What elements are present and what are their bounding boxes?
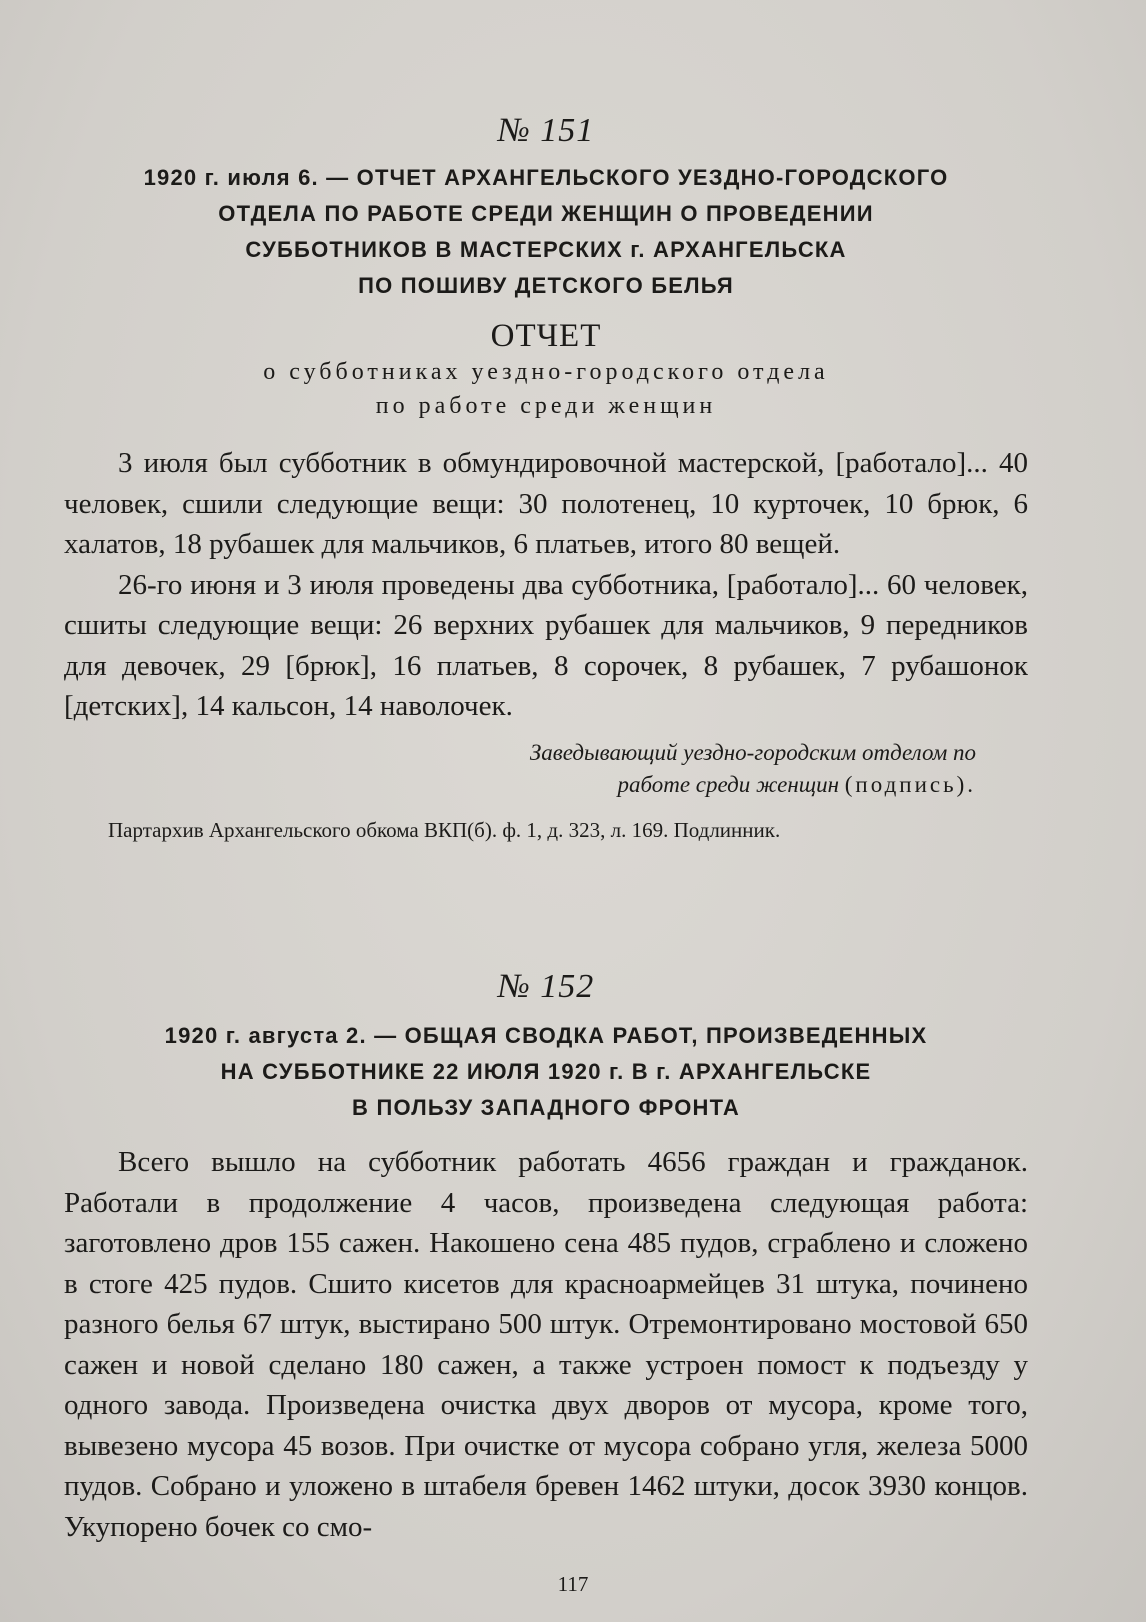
heading-line: 1920 г. июля 6. — ОТЧЕТ АРХАНГЕЛЬСКОГО УЕЗДНО-ГОРОДСКОГО [143, 165, 949, 190]
heading-line: ПО ПОШИВУ ДЕТСКОГО БЕЛЬЯ [358, 273, 734, 298]
page-number: 117 [557, 1572, 589, 1596]
heading-line: СУББОТНИКОВ В МАСТЕРСКИХ г. АРХАНГЕЛЬСКА [245, 237, 847, 262]
doc-heading [64, 1018, 1028, 1126]
heading-line: ОТДЕЛА ПО РАБОТЕ СРЕДИ ЖЕНЩИН О ПРОВЕДЕНИИ [218, 201, 874, 226]
subtitle-line: о субботниках уездно-городского отдела [263, 359, 829, 385]
doc-152 [64, 968, 1028, 1547]
signature-mark: (подпись). [844, 771, 976, 797]
doc-body [64, 1142, 1028, 1547]
paragraph: Всего вышло на субботник работать 4656 граждан и гражданок. Работали в продолжение 4 часов, произведена следующая работа: заготовлено дров 155 сажен. Накошено сена 485 пудов, сграблено и сложено в стоге 425 пудов. Сшито кисетов для красноармейцев 31 штука, починено разного белья 67 штук, выстирано 500 штук. Отремонтировано мостовой 650 сажен и новой сделано 180 сажен, а также устроен помост к подъезду у одного завода. Произведена очистка двух дворов от мусора, кроме того, вывезено мусора 45 возов. При очистке от мусора собрано угля, железа 5000 пудов. Собрано и уложено в штабеля бревен 1462 штуки, досок 3930 концов. Укупорено бочек со смо- [64, 1146, 1028, 1543]
doc-heading [64, 160, 1028, 304]
signature [64, 737, 1028, 801]
subtitle-line: по работе среди женщин [375, 393, 717, 419]
heading-line: НА СУББОТНИКЕ 22 ИЮЛЯ 1920 г. В г. АРХАНГЕЛЬСКЕ [220, 1059, 872, 1084]
doc-151 [64, 112, 1028, 845]
archive-source: Партархив Архангельского обкома ВКП(б). ф. 1, д. 323, л. 169. Подлинник. [108, 817, 781, 842]
signature-line [64, 769, 976, 801]
signature-line: Заведывающий уездно-городским отделом по [529, 739, 976, 765]
doc-number: № 152 [497, 968, 595, 1005]
report-title: ОТЧЕТ [490, 318, 602, 354]
doc-body [64, 443, 1028, 727]
signature-text: работе среди женщин [617, 771, 840, 797]
report-subtitle [64, 355, 1028, 423]
paragraph: 26-го июня и 3 июля проведены два субботника, [работало]... 60 человек, сшиты следующие вещи: 26 верхних рубашек для мальчиков, 9 передников для девочек, 29 [брюк], 16 платьев, 8 сорочек, 8 рубашек, 7 рубашонок [детских], 14 кальсон, 14 наволочек. [64, 568, 1028, 722]
doc-number: № 151 [497, 112, 595, 149]
heading-line: 1920 г. августа 2. — ОБЩАЯ СВОДКА РАБОТ, ПРОИЗВЕДЕННЫХ [164, 1023, 928, 1048]
paragraph: 3 июля был субботник в обмундировочной мастерской, [работало]... 40 человек, сшили следующие вещи: 30 полотенец, 10 курточек, 10 брюк, 6 халатов, 18 рубашек для мальчиков, 6 платьев, итого 80 вещей. [64, 447, 1028, 560]
heading-line: В ПОЛЬЗУ ЗАПАДНОГО ФРОНТА [352, 1095, 740, 1120]
